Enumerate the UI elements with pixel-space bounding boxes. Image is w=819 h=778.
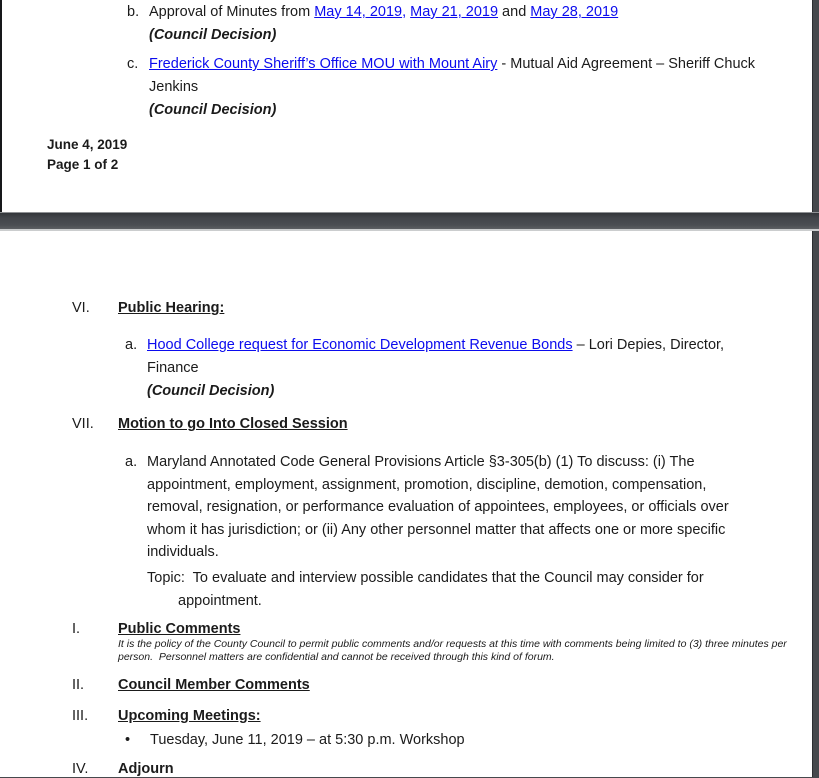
- item-text: – Lori Depies, Director,: [572, 337, 725, 353]
- paragraph-line: whom it has jurisdiction; or (ii) Any other personnel matter that affects one or more specific: [147, 521, 726, 538]
- topic-line: appointment.: [178, 593, 262, 609]
- section-title: Adjourn: [118, 761, 174, 777]
- footer-date: June 4, 2019: [47, 137, 128, 152]
- section-title: Upcoming Meetings:: [118, 708, 261, 724]
- section-heading-i: [0, 620, 813, 638]
- link-sheriff-mou[interactable]: Frederick County Sheriff’s Office MOU with Mount Airy: [149, 56, 498, 72]
- council-decision-label: (Council Decision): [149, 27, 277, 43]
- section-title: Council Member Comments: [118, 677, 310, 693]
- item-marker: c.: [127, 56, 139, 72]
- item-text-continued: Finance: [147, 360, 199, 376]
- paragraph-line: appointment, employment, assignment, promotion, discipline, demotion, compensation,: [147, 476, 707, 493]
- link-hood-college[interactable]: Hood College request for Economic Development Revenue Bonds: [147, 337, 573, 353]
- section-heading-iv: [0, 760, 813, 778]
- link-minutes-may-21[interactable]: May 21, 2019: [410, 4, 499, 20]
- section-heading-iii: [0, 707, 813, 725]
- section-title: Motion to go Into Closed Session: [118, 416, 348, 432]
- policy-note-line: It is the policy of the County Council to permit public comments and/or requests at this time with comments being limited to (3) three minutes per: [118, 638, 787, 650]
- agenda-item-b-line: [127, 1, 618, 24]
- page-separator: [0, 212, 819, 231]
- item-marker: a.: [125, 337, 138, 353]
- item-text-continued: Jenkins: [149, 79, 199, 95]
- topic-line: Topic: To evaluate and interview possible candidates that the Council may consider for: [147, 570, 704, 586]
- section-numeral: II.: [72, 677, 85, 693]
- footer-page-number: Page 1 of 2: [47, 156, 119, 172]
- paragraph-line: removal, resignation, or performance evaluation of appointees, employees, or officials over: [147, 499, 729, 516]
- agenda-item-hood-line: [125, 334, 724, 357]
- item-marker: b.: [127, 4, 140, 20]
- policy-note-line: person. Personnel matters are confidential and cannot be received through this kind of forum.: [118, 651, 555, 663]
- section-numeral: I.: [72, 621, 81, 637]
- section-title: Public Hearing:: [118, 300, 225, 316]
- topic-note: [147, 567, 704, 613]
- comma-separator: ,: [402, 4, 411, 20]
- council-decision-label: (Council Decision): [149, 102, 277, 118]
- pdf-page-1: [0, 0, 813, 212]
- public-comments-policy-note: [118, 638, 787, 664]
- section-heading-vii: [0, 415, 813, 433]
- section-heading-ii: [0, 676, 813, 694]
- pdf-page-2: [0, 231, 813, 777]
- and-separator: and: [498, 4, 531, 20]
- paragraph-line: Maryland Annotated Code General Provisions Article §3-305(b) (1) To discuss: (i) The: [147, 454, 695, 470]
- meeting-text: Tuesday, June 11, 2019 – at 5:30 p.m. Workshop: [150, 732, 465, 748]
- link-minutes-may-28[interactable]: May 28, 2019: [530, 4, 619, 20]
- agenda-item-hood: [125, 334, 724, 403]
- section-heading-vi: [0, 299, 813, 317]
- paragraph-line: individuals.: [147, 544, 219, 561]
- closed-session-paragraph: [147, 451, 729, 564]
- agenda-item-b: [127, 1, 618, 47]
- council-decision-label: (Council Decision): [147, 383, 275, 399]
- bullet-icon: •: [125, 732, 131, 748]
- section-numeral: VII.: [72, 416, 94, 432]
- section-numeral: III.: [72, 708, 89, 724]
- upcoming-meeting-bullet: [125, 729, 465, 751]
- agenda-item-c-line: [127, 53, 755, 76]
- section-numeral: VI.: [72, 300, 90, 316]
- page-footer: [47, 135, 127, 174]
- agenda-item-closed-session: [125, 451, 729, 564]
- agenda-item-c: [127, 53, 755, 122]
- item-text: - Mutual Aid Agreement – Sheriff Chuck: [497, 56, 756, 72]
- item-marker: a.: [125, 454, 138, 470]
- section-numeral: IV.: [72, 761, 89, 777]
- section-title: Public Comments: [118, 621, 241, 637]
- link-minutes-may-14[interactable]: May 14, 2019: [314, 4, 403, 20]
- item-text: Approval of Minutes from: [149, 4, 315, 20]
